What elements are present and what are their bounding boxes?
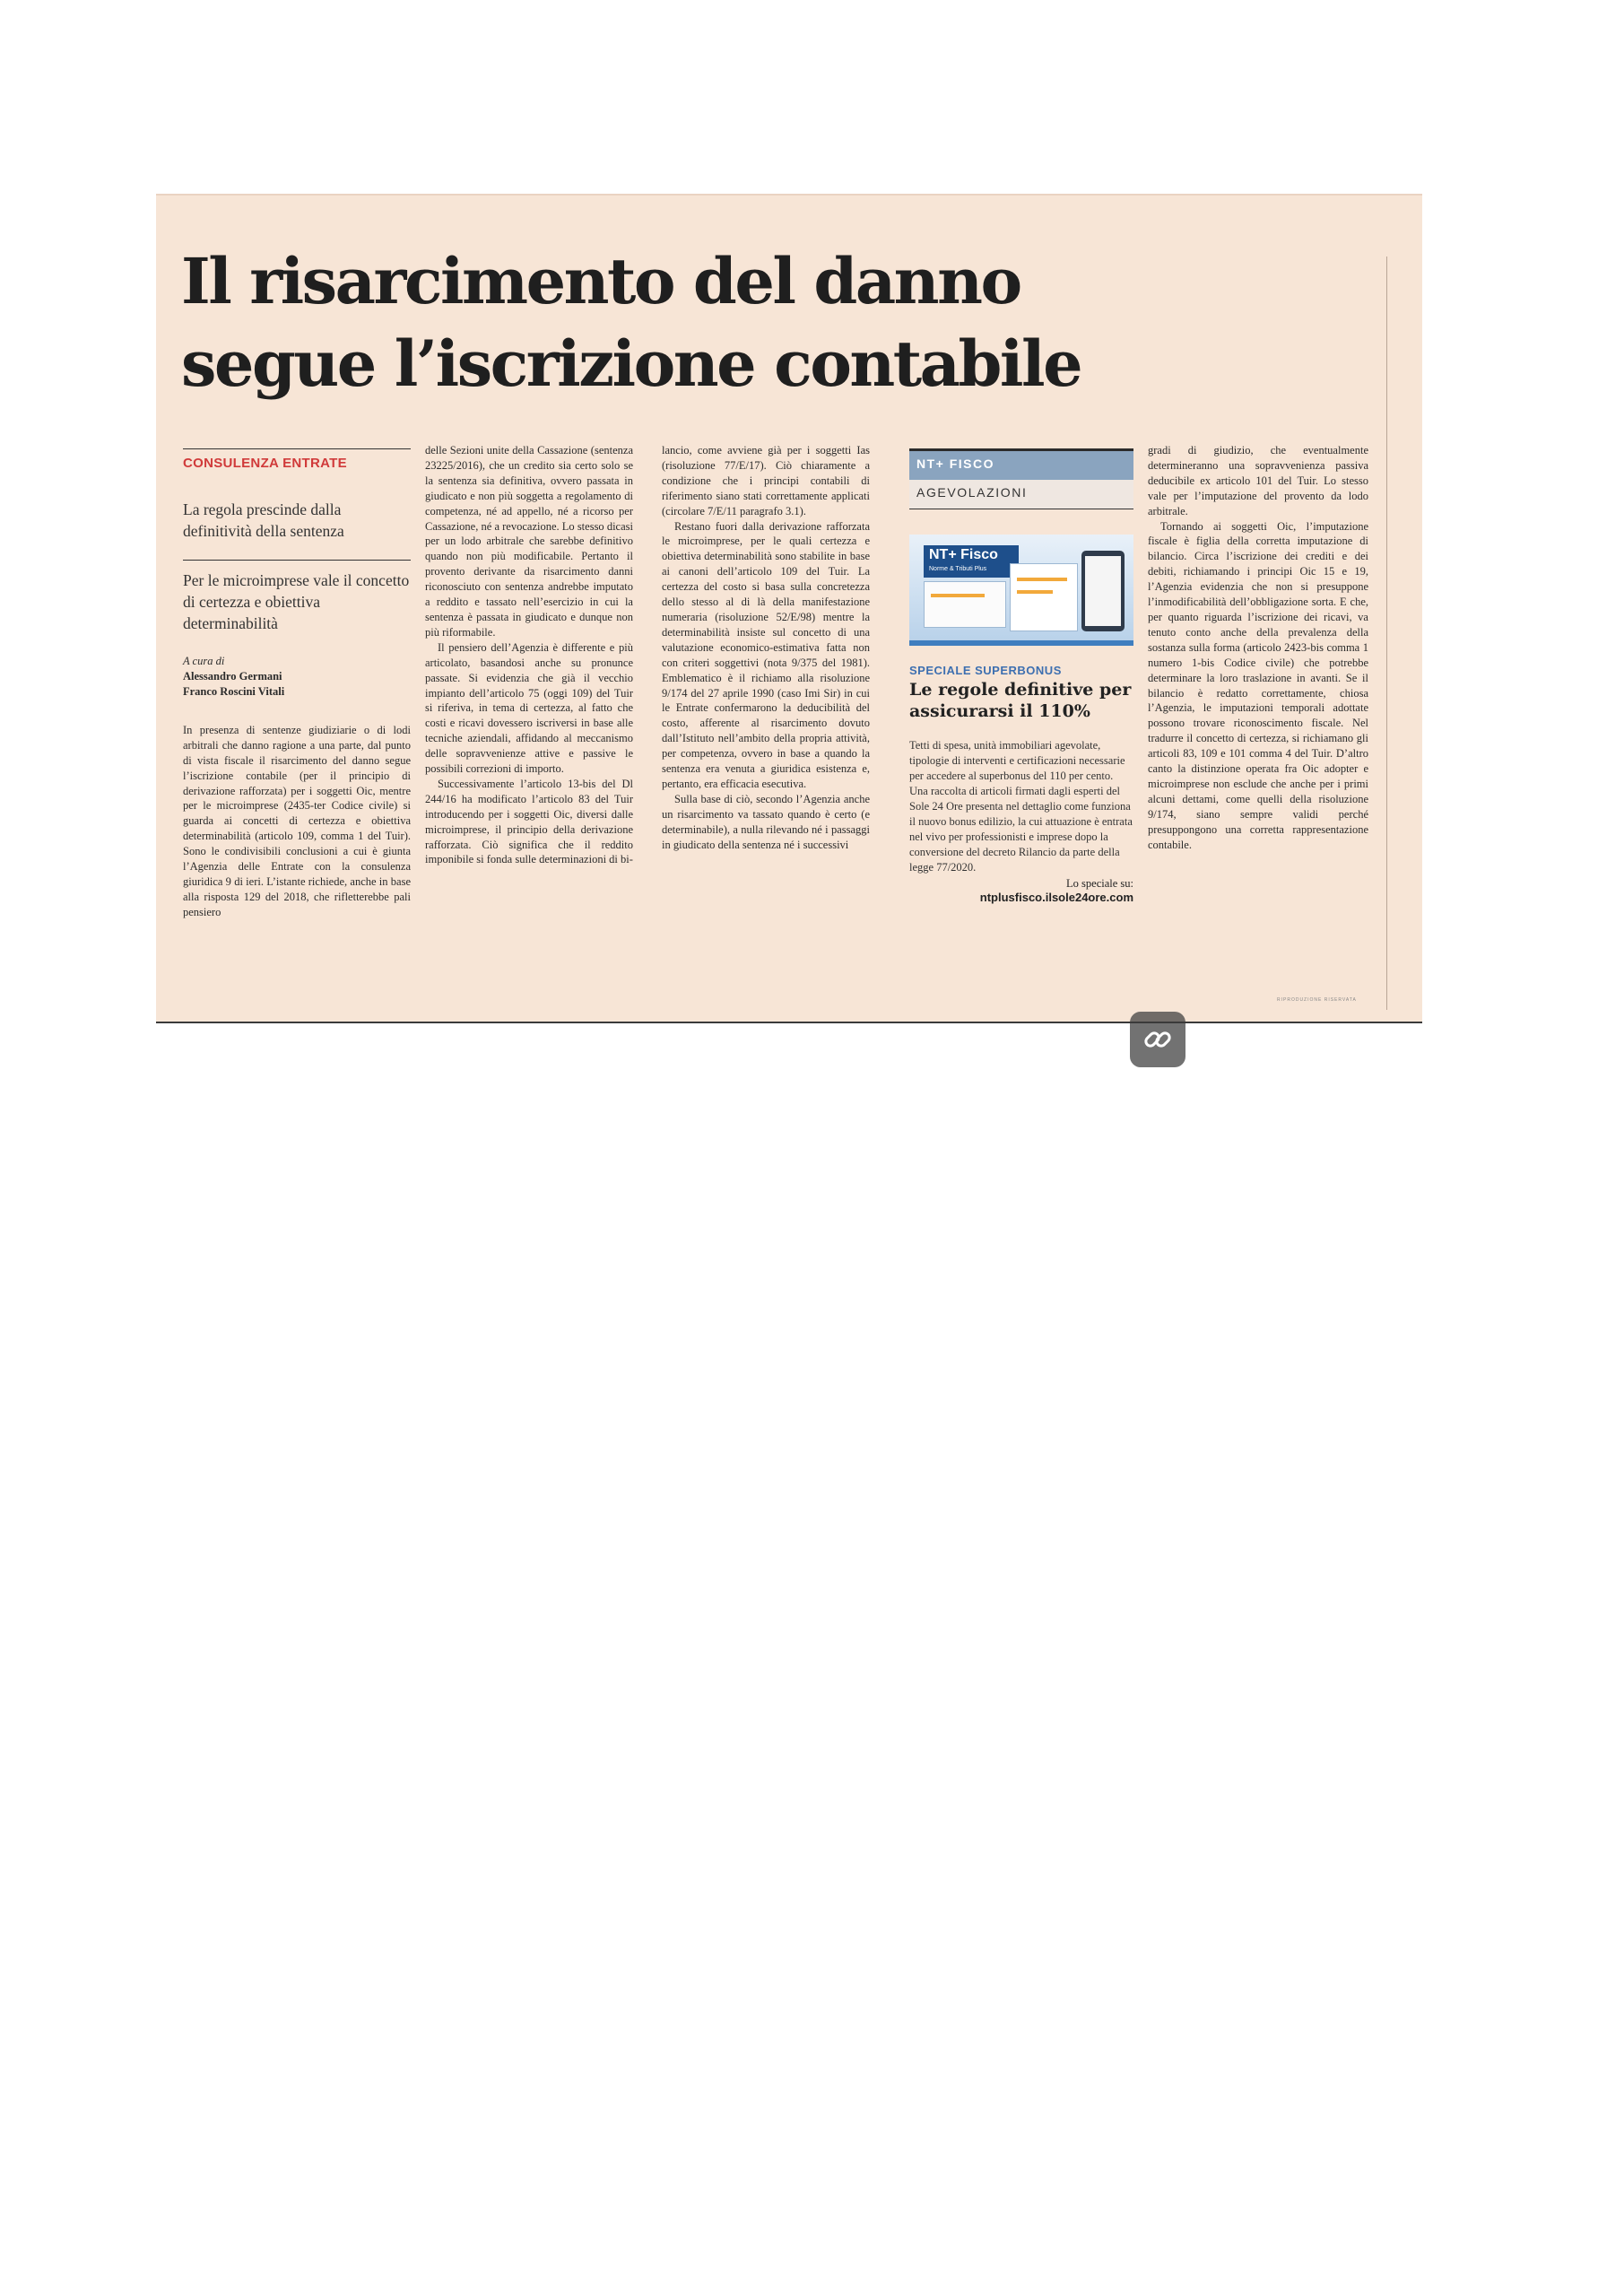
link-icon[interactable] <box>1130 1012 1185 1067</box>
column-3 <box>662 443 870 852</box>
promo-bar <box>1017 578 1067 581</box>
author-2: Franco Roscini Vitali <box>183 684 285 698</box>
promo-phone <box>1081 551 1125 631</box>
headline: Il risarcimento del danno segue l’iscrizione contabile <box>181 244 1081 401</box>
copyright-credit: RIPRODUZIONE RISERVATA <box>1277 997 1357 1003</box>
sidebar-box <box>909 448 1133 904</box>
section-kicker: CONSULENZA ENTRATE <box>183 456 347 471</box>
deck-2: Per le microimprese vale il concetto di certezza e obiettiva determinabilità <box>183 570 410 632</box>
divider <box>183 560 411 561</box>
promo-screen-2 <box>1010 563 1078 631</box>
author-1: Alessandro Germani <box>183 669 282 683</box>
promo-logo-title: NT+ Fisco <box>929 547 998 562</box>
paragraph: delle Sezioni unite della Cassazione (sentenza 23225/2016), che un credito sia certo solo se la sentenza sia definitiva, ovvero passata in giudicato e non più soggetta a regolamento di competenza, né ad appello, né a ricorso per Cassazione, né a revocazione. Lo stesso dicasi per un lodo arbitrale che sarebbe definitivo quando non più modificabile. Pertanto il provento derivante da risarcimento danni riconosciuto con sentenza andrebbe imputato a reddito e tassato nell’esercizio in cui la sentenza è passata in giudicato e dunque non più riformabile. <box>425 444 633 639</box>
deck-1: La regola prescinde dalla definitività della sentenza <box>183 500 344 540</box>
paragraph: Restano fuori dalla derivazione rafforzata le microimprese, per le quali certezza e obiettiva determinabilità sono stabilite in base ai canoni dell’articolo 109 del Tuir. La certezza del costo si basa sulla concretezza dello stesso al di là della manifestazione numeraria (risoluzione 52/E/98) mentre la determinabilità insiste sul concetto di una valutazione economico-estimativa fatta non con criteri soggettivi (nota 9/375 del 1981). Emblematico è il richiamo alla risoluzione 9/174 del 27 aprile 1990 (caso Imi Sir) in cui le Entrate confermarono la deducibilità del costo, afferente al risarcimento dovuto dall’Istituto nell’ambito della propria attività, per competenza, ovvero in base a quando la sentenza era venuta a giuridica esistenza e, pertanto, era efficacia esecutiva. <box>662 519 870 790</box>
sidebar-brand: NT+ FISCO <box>909 448 1133 480</box>
paragraph: Tornando ai soggetti Oic, l’imputazione fiscale è figlia della corretta imputazione di bilancio. Circa l’iscrizione dei crediti e dei debiti, richiamando i principi Oic 15 e 19, l’Agenzia evidenzia che non si presuppone l’inmodificabilità dell’obbligazione sorta. E che, per quanto riguarda l’iscrizione dei ricavi, va tenuto conto anche della prevalenza della sostanza sulla forma (articolo 2423-bis comma 1 numero 1-bis Codice civile) che potrebbe determinare la loro traslazione in avanti. Se il bilancio è redatto correttamente, chiosa l’Agenzia, le imputazioni temporali adottate possono trovare riconoscimento fiscale. Nel tradurre il concetto di certezza, si richiamano gli articoli 83, 109 e 101 comma 4 del Tuir. D’altro canto la distinzione operata fra Oic adopter e microimprese non esclude che anche per i primi alcuni dettami, come quelli della risoluzione 9/174, siano sempre validi perché presuppongono una corretta rappresentazione contabile. <box>1148 519 1368 851</box>
sidebar-url[interactable]: ntplusfisco.ilsole24ore.com <box>979 891 1133 904</box>
paragraph: Successivamente l’articolo 13-bis del Dl 244/16 ha modificato l’articolo 83 del Tuir introducendo per i soggetti Oic, diversi dalle microimprese, il principio della derivazione rafforzata. Ciò significa che il reddito imponibile si fonda sulle determinazioni di bi- <box>425 777 633 866</box>
promo-screen-1 <box>924 581 1006 628</box>
promo-logo <box>924 545 1019 578</box>
sidebar-text: Tetti di spesa, unità immobiliari agevolate, tipologie di interventi e certificazioni necessarie per accedere al superbonus del 110 per cento. Una raccolta di articoli firmati dagli esperti del Sole 24 Ore presenta nel dettaglio come funziona il nuovo bonus edilizio, la cui attuazione è entrata nel vivo per professionisti e imprese dopo la conversione del decreto Rilancio da parte della legge 77/2020. <box>909 739 1133 874</box>
column-5 <box>1148 443 1368 852</box>
column-1 <box>183 448 411 920</box>
chain-link-icon <box>1142 1024 1173 1055</box>
divider <box>183 448 411 449</box>
paragraph: Il pensiero dell’Agenzia è differente e più articolato, basandosi anche su pronunce passate. Si evidenzia che già il vecchio impianto dell’articolo 75 (oggi 109) del Tuir si riferiva, in tema di certezza, al fatto che costi e ricavi dovessero iscriversi in base alle tecniche aziendali, affidando al meccanismo delle sopravvenienze attive e passive le possibili correzioni di importo. <box>425 640 633 776</box>
sidebar-kicker: SPECIALE SUPERBONUS <box>909 664 1062 677</box>
column-2 <box>425 443 633 867</box>
promo-logo-sub: Norme & Tributi Plus <box>929 566 987 572</box>
byline <box>183 654 411 700</box>
paragraph: In presenza di sentenze giudiziarie o di lodi arbitrali che danno ragione a una parte, dal punto di vista fiscale il risarcimento del danno segue l’iscrizione contabile (per il principio di derivazione rafforzata) per i soggetti Oic, mentre per le microimprese (2435-ter Codice civile) si guarda ai concetti di certezza e obiettiva determinabilità (articolo 109, comma 1 del Tuir). Sono le condivisibili conclusioni a cui è giunta l’Agenzia delle Entrate con la consulenza giuridica 9 di ieri. L’istante richiede, anche in base alla risposta 129 del 2018, che rifletterebbe pali pensiero <box>183 723 411 918</box>
bottom-rule <box>156 1022 1422 1023</box>
promo-bar <box>931 594 985 597</box>
byline-label: A cura di <box>183 654 225 667</box>
sidebar-section: AGEVOLAZIONI <box>909 480 1133 509</box>
sidebar-title: Le regole definitive per assicurarsi il 110% <box>909 680 1132 721</box>
column-rule <box>1386 257 1387 1010</box>
top-rule <box>156 194 1422 196</box>
paragraph: Sulla base di ciò, secondo l’Agenzia anche un risarcimento va tassato quando è certo (e determinabile), a nulla rilevando né i passaggi in giudicato della sentenza né i successivi <box>662 792 870 851</box>
newspaper-clipping <box>156 194 1422 1023</box>
sidebar-url-label: Lo speciale su: <box>1066 877 1133 890</box>
promo-image <box>909 535 1133 646</box>
paragraph: lancio, come avviene già per i soggetti Ias (risoluzione 77/E/17). Ciò chiaramente a condizione che i principi contabili di riferimento siano stati correttamente applicati (circolare 7/E/11 paragrafo 3.1). <box>662 444 870 517</box>
paragraph: gradi di giudizio, che eventualmente determineranno una sopravvenienza passiva deducibile ex articolo 101 del Tuir. Lo stesso vale per l’imputazione del provento da lodo arbitrale. <box>1148 444 1368 517</box>
promo-bar <box>1017 590 1053 594</box>
